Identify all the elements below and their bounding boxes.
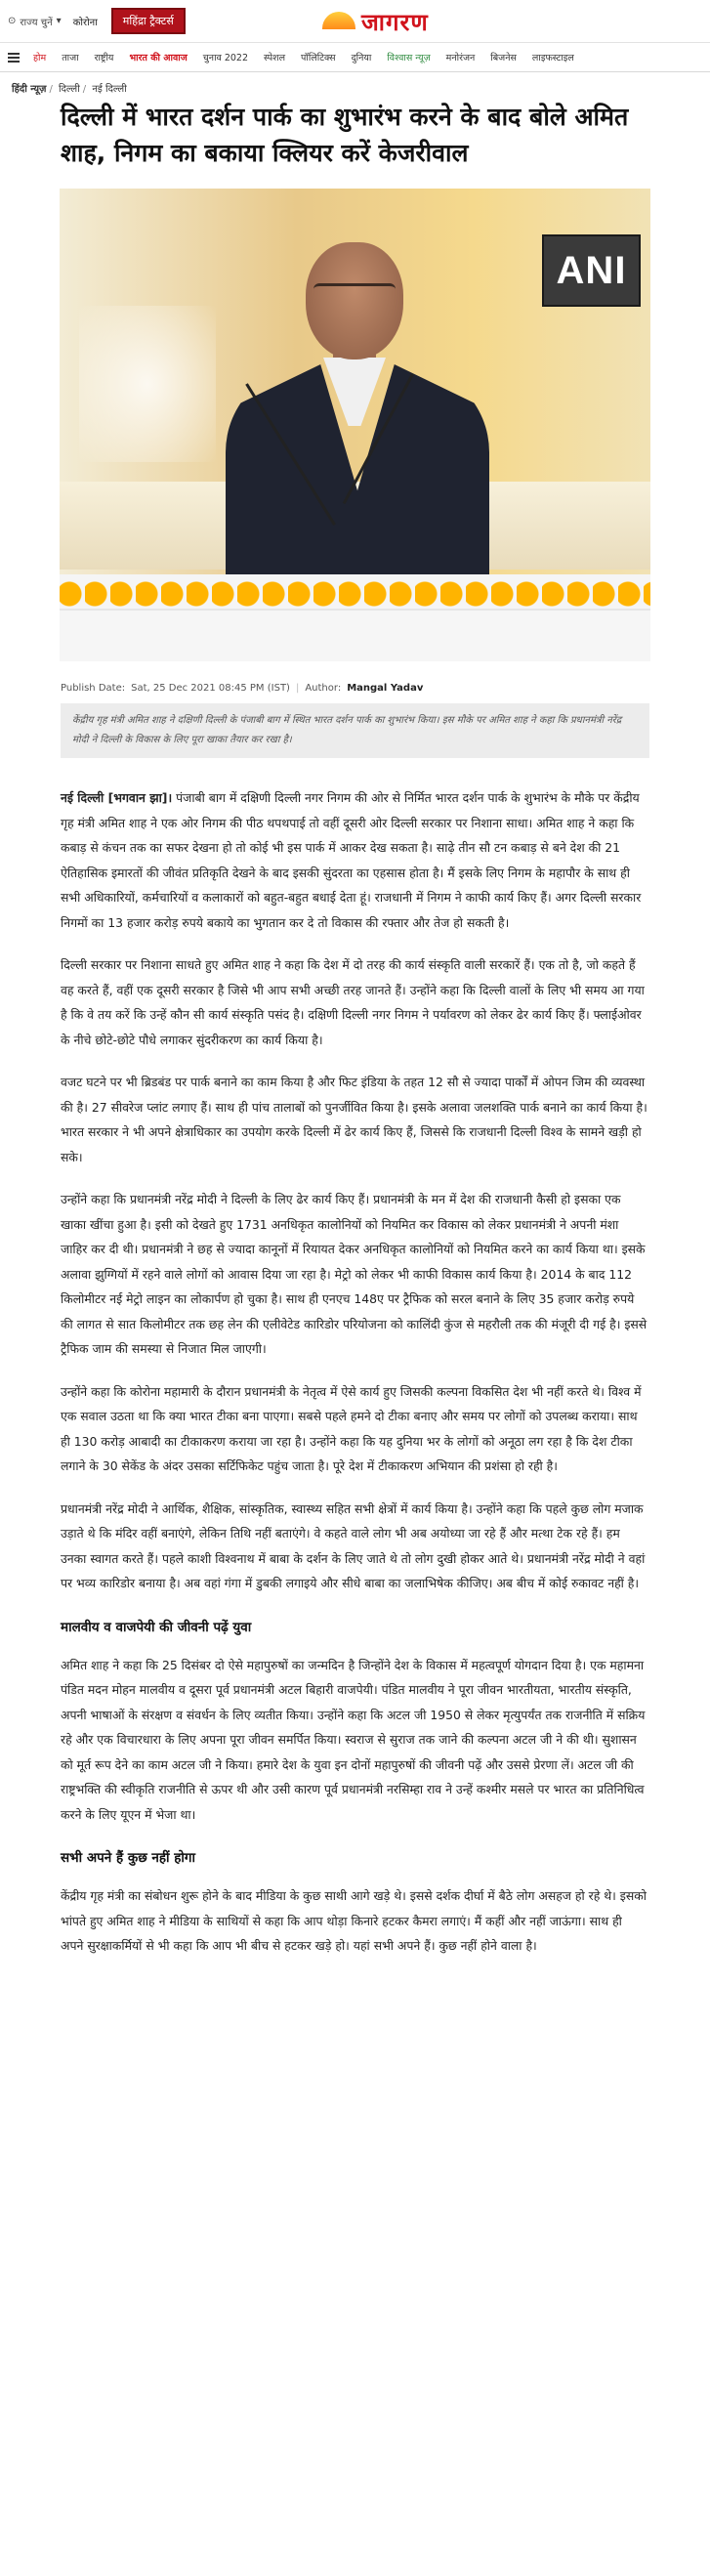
breadcrumb-item[interactable]: हिंदी न्यूज़ [12,84,47,95]
author-name[interactable]: Mangal Yadav [347,683,424,694]
page-title: दिल्ली में भारत दर्शन पार्क का शुभारंभ करने के बाद बोले अमित शाह, निगम का बकाया क्लियर करें केजरीवाल [61,103,629,167]
nav-item-vishvas-news[interactable]: विश्वास न्यूज़ [387,53,431,63]
section-heading: सभी अपने हैं कुछ नहीं होगा [61,1850,196,1866]
top-bar [0,0,710,43]
nav-item-national[interactable]: राष्ट्रीय [94,53,114,63]
state-selector[interactable] [8,15,98,28]
chevron-down-icon: ▾ [56,16,62,26]
breadcrumb: हिंदी न्यूज़ / दिल्ली / नई दिल्ली [12,84,127,95]
site-logo[interactable] [322,6,429,38]
nav-item-business[interactable]: बिजनेस [490,53,517,63]
article-paragraph: अमित शाह ने कहा कि 25 दिसंबर दो ऐसे महापुरुषों का जन्मदिन है जिन्होंने देश के विकास में महत्वपूर्ण योगदान दिया है। एक महामना पंडित मदन मोहन मालवीय व दूसरा पूर्व प्रधानमंत्री अटल बिहारी वाजपेयी। पंडित मालवीय ने पूरा जीवन भारतीयता, भारतीय संस्कृति, अपनी भाषाओं के संरक्षण व संवर्धन के लिए व्यतीत किया। उन्होंने कहा कि अटल जी 1950 से लेकर मृत्युपर्यंत तक राजनीति में सक्रिय रहे और एक विचारधारा के लिए अपना पूरा जीवन समर्पित किया। स्वराज से सुराज तक जाने की कल्पना अटल जी ने की थी। सुशासन को मूर्त रूप देने का काम अटल जी ने किया। हमारे देश के युवा इन दोनों महापुरुषों की जीवनी पढ़ें और उससे प्रेरणा लें। अटल जी की राष्ट्रभक्ति की स्वीकृति राजनीति से ऊपर थी और उसी कारण पूर्व प्रधानमंत्री नरसिम्हा राव ने उन्हें कश्मीर मसले पर भारत का प्रतिनिधित्व करने के लिए यूएन में भेजा था। [61,1657,646,1822]
city-link[interactable]: कोरोना [72,17,98,28]
nav-item-entertainment[interactable]: मनोरंजन [445,53,476,63]
image-caption: केंद्रीय गृह मंत्री अमित शाह ने दक्षिणी दिल्ली के पंजाबी बाग में स्थित भारत दर्शन पार्क का शुभारंभ किया। इस मौके पर अमित शाह ने कहा कि प्रधानमंत्री नरेंद्र मोदी ने दिल्ली के विकास के लिए पूरा खाका तैयार कर रखा है। [61,703,649,758]
nav-item-special[interactable]: स्पेशल [264,53,286,63]
nav-item-election[interactable]: चुनाव 2022 [202,53,249,63]
breadcrumb-item[interactable]: नई दिल्ली [92,84,127,95]
nav-item-home[interactable]: होम [33,53,47,63]
main-nav [0,43,710,72]
article-paragraph: केंद्रीय गृह मंत्री का संबोधन शुरू होने के बाद मीडिया के कुछ साथी आगे खड़े थे। इससे दर्शक दीर्घा में बैठे लोग असहज हो रहे थे। इसको भांपते हुए अमित शाह ने मीडिया के साथियों से कहा कि आप थोड़ा किनारे हटकर कैमरा लगाएं। मैं कहीं और नहीं जाऊंगा। साथ ही अपने सुरक्षाकर्मियों से भी कहा कि आप भी बीच से हटकर खड़े हो। यहां सभी अपने हैं। कुछ नहीं होने वाला है। [61,1888,647,1953]
article-paragraph: उन्होंने कहा कि कोरोना महामारी के दौरान प्रधानमंत्री के नेतृत्व में ऐसे कार्य हुए जिसकी कल्पना विकसित देश भी नहीं करते थे। विश्व में एक सवाल उठता था कि क्या भारत टीका बना पाएगा। सबसे पहले हमने दो टीका बनाए और समय पर लोगों को उपलब्ध कराया। साथ ही 130 करोड़ आबादी का टीकाकरण कराया जा रहा है। उन्होंने कहा कि यह दुनिया भर के लोगों को अनूठा लग रहा है कि देश टीका लगाने के 30 सेकेंड के अंदर उसका सर्टिफिकेट पहुंच जाता है। पूरे देश में टीकाकरण अभियान की प्रशंसा हो रही है। [61,1383,642,1473]
article-paragraph: वजट घटने पर भी ब्रिडबंड पर पार्क बनाने का काम किया है और फिट इंडिया के तहत 12 सौ से ज्यादा पार्कों में ओपन जिम की व्यवस्था की है। 27 सीवरेज प्लांट लगाए हैं। साथ ही पांच तालाबों को पुनर्जीवित किया है। इसके अलावा जलशक्ति पार्क बनाने का कार्य किया है। भारत सरकार ने भी अपने क्षेत्राधिकार का उपयोग करके दिल्ली में ढेर कार्य किए हैं, जिससे कि राजधानी दिल्ली विश्व के सामने खड़ी हो सके। [61,1075,647,1164]
state-label[interactable]: राज्य चुनें [20,17,53,28]
nav-item-lifestyle[interactable]: लाइफस्टाइल [531,53,574,63]
article-paragraph: प्रधानमंत्री नरेंद्र मोदी ने आर्थिक, शैक्षिक, सांस्कृतिक, स्वास्थ्य सहित सभी क्षेत्रों में कार्य किया है। उन्होंने कहा कि पहले कुछ लोग मजाक उड़ाते थे कि मंदिर वहीं बनाएंगे, लेकिन तिथि नहीं बताएंगे। वे कहते वाले लोग भी अब अयोध्या जा रहे हैं और मत्था टेक रहे हैं। हम उनका स्वागत करते हैं। पहले काशी विश्वनाथ में बाबा के दर्शन के लिए जाते थे तो लोग दुखी होकर आते थे। प्रधानमंत्री नरेंद्र मोदी ने वहां पर भव्य कारिडोर बनाया है। अब वहां गंगा में डुबकी लगाइये और सीधे बाबा का जलाभिषेक कीजिए। अब बीच में कोई रुकावट नहीं है। [61,1500,646,1590]
author-label: Author: [305,683,342,694]
nav-item-politics[interactable]: पॉलिटिक्स [301,53,336,63]
sun-logo-icon [322,12,355,29]
speaker-figure [226,242,489,594]
article-paragraph: उन्होंने कहा कि प्रधानमंत्री नरेंद्र मोदी ने दिल्ली के लिए ढेर कार्य किए हैं। प्रधानमंत्री के मन में देश की राजधानी कैसी हो इसका एक खाका खींचा हुआ है। इसी को देखते हुए 1731 अनधिकृत कालोनियों को नियमित कर विकास को लेकर प्रधानमंत्री ने अपनी मंशा जाहिर कर दी थी। प्रधानमंत्री ने छह से ज्यादा कानूनों में रियायत देकर अनधिकृत कालोनियों को नियमित करने का कार्य किया था। इसके अलावा झुग्गियों में रहने वाले लोगों को आवास दिया जा रहा है। मेट्रो को लेकर भी काफी विकास कार्य किया है। 2014 के बाद 112 किलोमीटर नई मेट्रो लाइन का लोकार्पण हो चुका है। साथ ही एनएच 148ए पर ट्रैफिक को सरल बनाने के लिए 35 हजार करोड़ रुपये की लागत से सात किलोमीटर तक छह लेन की एलीवेटेड कारिडोर परियोजना को कालिंदी कुंज से महरौली तक की मंजूरी दी गई है। इससे ट्रैफिक जाम की समस्या से निजात मिल जाएगी। [61,1192,647,1356]
publish-label: Publish Date: [61,683,126,694]
article-body [0,758,710,1959]
hamburger-menu-icon[interactable] [8,51,20,64]
nav-item-bharat-ki-awaaz[interactable]: भारत की आवाज [129,53,188,63]
logo-text: जागरण [361,8,429,36]
section-heading: मालवीय व वाजपेयी की जीवनी पढ़ें युवा [61,1619,252,1635]
breadcrumb-item[interactable]: दिल्ली [59,84,80,95]
publish-date: Sat, 25 Dec 2021 08:45 PM (IST) [131,683,290,694]
article-paragraph: नई दिल्ली [भगवान झा]। पंजाबी बाग में दक्षिणी दिल्ली नगर निगम की ओर से निर्मित भारत दर्शन पार्क के शुभारंभ के मौके पर केंद्रीय गृह मंत्री अमित शाह ने एक ओर निगम की पीठ थपथपाई तो वहीं दूसरी ओर दिल्ली सरकार पर निशाना साधा। अमित शाह ने कहा कि कबाड़ से कंचन तक का सफर देखना हो तो कोई भी इस पार्क में आकर देख सकता है। साढ़े तीन सौ टन कबाड़ से बने देश की 21 ऐतिहासिक इमारतों की जीवंत प्रतिकृति देखने के बाद इसकी सुंदरता का एहसास होता है। मैं इसके लिए निगम के महापौर के साथ ही सभी अधिकारियों, कर्मचारियों व कलाकारों को बहुत-बहुत बधाई देता हूं। राजधानी में निगम ने काफी कार्य किए हैं। अगर दिल्ली सरकार निगमों का 13 हजार करोड़ रुपये बकाये का भुगतान कर दे तो विकास की रफ्तार और तेज हो सकती है। [61,790,642,930]
hero-image [60,189,650,661]
podium [60,609,650,661]
nav-item-latest[interactable]: ताजा [62,53,79,63]
ani-watermark: ANI [542,234,641,307]
dateline: नई दिल्ली [भगवान झा]। [61,790,173,805]
article-paragraph: दिल्ली सरकार पर निशाना साधते हुए अमित शाह ने कहा कि देश में दो तरह की कार्य संस्कृति वाली सरकारें हैं। एक तो है, जो कहते हैं वह करते हैं, वहीं एक दूसरी सरकार है जिसे भी आप सभी अच्छी तरह जानते हैं। उन्होंने कहा कि दिल्ली वालों के लिए भी समय आ गया है कि वे तय करें कि उन्हें कौन सी कार्य संस्कृति पसंद है। दक्षिणी दिल्ली नगर निगम ने पर्यावरण को लेकर ढेर कार्य किए हैं। फ्लाईओवर के नीचे छोटे-छोटे पौधे लगाकर सुंदरीकरण का कार्य किया है। [61,957,645,1047]
nav-item-world[interactable]: दुनिया [351,53,372,63]
article-meta: Publish Date: Sat, 25 Dec 2021 08:45 PM (IST) | Author: Mangal Yadav [61,683,424,694]
location-icon: ⊙ [8,16,17,26]
promo-banner[interactable]: महिंद्रा ट्रैक्टर्स [111,8,186,34]
